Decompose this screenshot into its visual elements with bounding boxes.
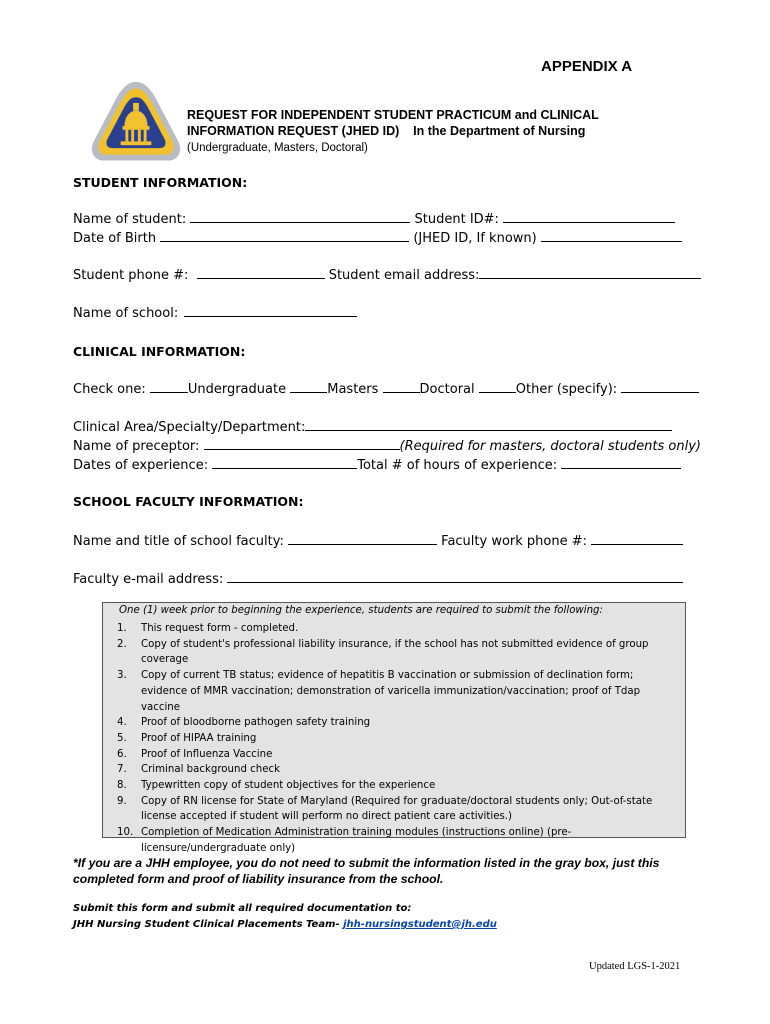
student-phone-label: Student phone #: — [73, 268, 189, 283]
faculty-email-row — [73, 570, 683, 587]
dob-row — [73, 229, 682, 246]
requirement-text: Proof of HIPAA training — [141, 732, 257, 744]
masters-check-field[interactable] — [290, 380, 327, 393]
form-title-line1: REQUEST FOR INDEPENDENT STUDENT PRACTICUM and CLINICAL — [187, 108, 599, 122]
requirement-item — [117, 621, 681, 637]
requirement-text: Copy of student's professional liability insurance, if the school has not submitted evidence of group coverage — [141, 638, 649, 666]
requirement-number: 10. — [117, 827, 134, 839]
faculty-email-label: Faculty e-mail address: — [73, 572, 224, 587]
updated-label: Updated LGS-1-2021 — [589, 961, 681, 972]
check-one-row — [73, 380, 699, 397]
requirement-item — [117, 778, 681, 794]
requirement-number: 7. — [117, 764, 127, 776]
check-one-label: Check one: — [73, 382, 146, 397]
submit-email-link[interactable]: jhh-nursingstudent@jh.edu — [343, 919, 497, 930]
school-row — [73, 304, 357, 321]
requirement-item — [117, 715, 681, 731]
clinical-info-heading: CLINICAL INFORMATION: — [73, 344, 246, 359]
clinical-area-label: Clinical Area/Specialty/Department: — [73, 420, 306, 435]
faculty-email-field[interactable] — [227, 570, 683, 583]
dates-row — [73, 456, 681, 473]
requirement-number: 9. — [117, 795, 127, 807]
requirement-item — [117, 747, 681, 763]
masters-option: Masters — [327, 382, 379, 397]
submit-team-label: JHH Nursing Student Clinical Placements Team- — [73, 919, 344, 930]
student-info-heading: STUDENT INFORMATION: — [73, 175, 248, 190]
faculty-phone-field[interactable] — [591, 532, 683, 545]
requirement-text: Copy of current TB status; evidence of hepatitis B vaccination or submission of declination form; evidence of MMR vaccination; demonstration of varicella immunization/vaccination; proof of Tdap vaccine — [141, 670, 641, 713]
dob-label: Date of Birth — [73, 231, 157, 246]
preceptor-note: (Required for masters, doctoral students only) — [399, 439, 701, 454]
requirements-intro: One (1) week prior to beginning the experience, students are required to submit the following: — [119, 605, 603, 616]
clinical-area-field[interactable] — [305, 418, 672, 431]
form-subtitle: (Undergraduate, Masters, Doctoral) — [187, 142, 368, 154]
requirement-number: 8. — [117, 780, 127, 792]
doctoral-option: Doctoral — [419, 382, 475, 397]
student-name-row — [73, 210, 675, 227]
jhh-employee-note-line2: completed form and proof of liability insurance from the school. — [73, 872, 444, 886]
dates-label: Dates of experience: — [73, 458, 209, 473]
undergrad-check-field[interactable] — [150, 380, 188, 393]
requirement-text: This request form - completed. — [141, 623, 299, 634]
requirement-text: Proof of bloodborne pathogen safety training — [141, 717, 371, 729]
requirement-text: Proof of Influenza Vaccine — [141, 748, 273, 760]
submit-team-line — [73, 919, 497, 930]
student-id-label: Student ID#: — [414, 212, 499, 227]
requirement-number: 6. — [117, 748, 127, 760]
requirement-number: 3. — [117, 670, 127, 682]
doctoral-check-field[interactable] — [383, 380, 420, 393]
requirement-text: Completion of Medication Administration training modules (instructions online) (pre-licensure/undergraduate only) — [141, 827, 572, 854]
preceptor-label: Name of preceptor: — [73, 439, 200, 454]
requirement-number: 2. — [117, 638, 127, 650]
requirement-text: Copy of RN license for State of Maryland (Required for graduate/doctoral students only; Out-of-state license accepted if student will perform no direct patient care activities.) — [141, 795, 653, 823]
other-specify-field[interactable] — [621, 380, 699, 393]
jhed-label: (JHED ID, If known) — [413, 231, 537, 246]
student-id-field[interactable] — [503, 210, 675, 223]
requirements-box — [102, 602, 686, 854]
jhed-field[interactable] — [541, 229, 682, 242]
other-check-field[interactable] — [479, 380, 516, 393]
undergrad-option: Undergraduate — [187, 382, 287, 397]
student-email-field[interactable] — [479, 266, 701, 279]
requirement-number: 1. — [117, 623, 127, 634]
student-phone-field[interactable] — [197, 266, 325, 279]
dates-field[interactable] — [212, 456, 357, 469]
requirement-number: 5. — [117, 732, 127, 744]
school-label: Name of school: — [73, 306, 179, 321]
faculty-phone-label: Faculty work phone #: — [441, 534, 588, 549]
hospital-logo-icon — [88, 78, 184, 174]
requirement-item — [117, 668, 681, 715]
other-option: Other (specify): — [515, 382, 618, 397]
requirement-text: Criminal background check — [141, 764, 280, 776]
phone-row — [73, 266, 701, 283]
dob-field[interactable] — [160, 229, 409, 242]
student-email-label: Student email address: — [328, 268, 480, 283]
submit-instruction: Submit this form and submit all required documentation to: — [73, 903, 412, 914]
requirement-item — [117, 825, 681, 856]
faculty-name-label: Name and title of school faculty: — [73, 534, 284, 549]
faculty-name-row — [73, 532, 683, 549]
student-name-label: Name of student: — [73, 212, 187, 227]
requirement-item — [117, 794, 681, 825]
preceptor-field[interactable] — [204, 437, 400, 450]
clinical-area-row — [73, 418, 672, 435]
preceptor-row — [73, 437, 701, 454]
requirement-item — [117, 731, 681, 747]
hours-label: Total # of hours of experience: — [357, 458, 558, 473]
requirement-item — [117, 637, 681, 668]
form-title-line2: INFORMATION REQUEST (JHED ID) In the Department of Nursing — [187, 124, 586, 138]
hours-field[interactable] — [561, 456, 681, 469]
student-name-field[interactable] — [190, 210, 410, 223]
requirement-text: Typewritten copy of student objectives for the experience — [141, 780, 436, 792]
school-field[interactable] — [184, 304, 357, 317]
jhh-employee-note-line1: *If you are a JHH employee, you do not need to submit the information listed in the gray box, just this — [73, 856, 660, 870]
requirements-list — [117, 621, 681, 857]
requirement-item — [117, 762, 681, 778]
faculty-name-field[interactable] — [288, 532, 437, 545]
faculty-info-heading: SCHOOL FACULTY INFORMATION: — [73, 494, 304, 509]
appendix-label: APPENDIX A — [541, 58, 633, 75]
requirement-number: 4. — [117, 717, 127, 729]
